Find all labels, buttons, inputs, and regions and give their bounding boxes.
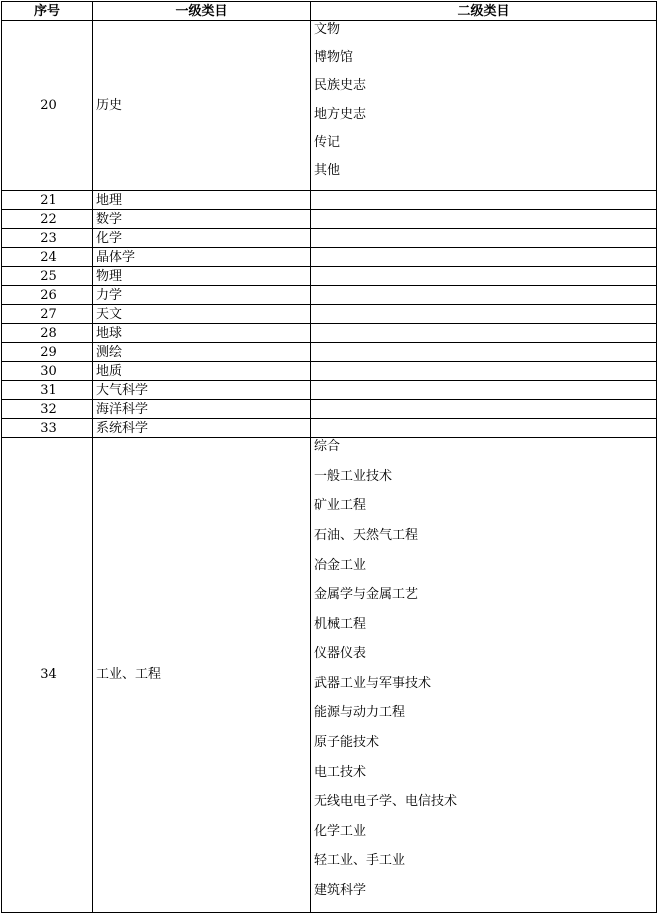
- level2-cell: [311, 267, 657, 286]
- row-number: 21: [2, 191, 93, 210]
- level2-category: 传记: [314, 134, 341, 150]
- level2-category: 金属学与金属工艺: [314, 587, 419, 603]
- table-row: [2, 286, 657, 305]
- level1-category: 地球: [93, 324, 311, 343]
- level2-category: 地方史志: [314, 106, 367, 122]
- table-row: [2, 381, 657, 400]
- level2-cell: [311, 343, 657, 362]
- level2-category: 综合: [314, 439, 341, 455]
- level1-category: 力学: [93, 286, 311, 305]
- table-row: [2, 229, 657, 248]
- table-row: [2, 248, 657, 267]
- level2-category: 轻工业、手工业: [314, 853, 406, 869]
- row-number: 27: [2, 305, 93, 324]
- row-number: 28: [2, 324, 93, 343]
- level2-cell: [311, 191, 657, 210]
- table-body: [2, 21, 657, 913]
- row-number: 31: [2, 381, 93, 400]
- level1-category: 化学: [93, 229, 311, 248]
- level1-category: 系统科学: [93, 419, 311, 438]
- level2-cell: [311, 362, 657, 381]
- level2-category: 机械工程: [314, 616, 367, 632]
- row-number: 22: [2, 210, 93, 229]
- row-number: 29: [2, 343, 93, 362]
- row-number: 34: [2, 438, 93, 913]
- table-row: [2, 419, 657, 438]
- level2-category: 能源与动力工程: [314, 705, 406, 721]
- table-row: [2, 324, 657, 343]
- level2-category: 其他: [314, 162, 341, 178]
- level2-cell: [311, 381, 657, 400]
- category-table: [1, 1, 657, 913]
- row-number: 25: [2, 267, 93, 286]
- level1-category: 天文: [93, 305, 311, 324]
- level2-cell: [311, 210, 657, 229]
- table-row: [2, 362, 657, 381]
- level2-category: 石油、天然气工程: [314, 527, 419, 543]
- table-row: [2, 21, 657, 191]
- level2-category: 化学工业: [314, 823, 367, 839]
- table-row: [2, 438, 657, 913]
- level2-cell: [311, 400, 657, 419]
- table-row: [2, 343, 657, 362]
- row-number: 32: [2, 400, 93, 419]
- table-row: [2, 267, 657, 286]
- level2-cell: [311, 286, 657, 305]
- level2-category: 民族史志: [314, 78, 367, 94]
- level2-category: 原子能技术: [314, 735, 380, 751]
- level1-category: 晶体学: [93, 248, 311, 267]
- table-row: [2, 400, 657, 419]
- header-level2: 二级类目: [311, 2, 657, 21]
- level2-cell: [311, 305, 657, 324]
- level1-category: 物理: [93, 267, 311, 286]
- level2-cell: [311, 248, 657, 267]
- level1-category: 地理: [93, 191, 311, 210]
- table-row: [2, 210, 657, 229]
- table-row: [2, 191, 657, 210]
- level1-category: 地质: [93, 362, 311, 381]
- level2-category: 冶金工业: [314, 557, 367, 573]
- level2-cell: [311, 419, 657, 438]
- level2-cell: [311, 438, 657, 913]
- level2-category: 博物馆: [314, 50, 354, 66]
- row-number: 26: [2, 286, 93, 305]
- level2-cell: [311, 21, 657, 191]
- header-seq: 序号: [2, 2, 93, 21]
- level2-category: 一般工业技术: [314, 468, 393, 484]
- level2-category: 矿业工程: [314, 498, 367, 514]
- row-number: 20: [2, 21, 93, 191]
- level2-category: 电工技术: [314, 764, 367, 780]
- row-number: 33: [2, 419, 93, 438]
- header-row: [2, 2, 657, 21]
- level2-category: 建筑科学: [314, 883, 367, 899]
- row-number: 24: [2, 248, 93, 267]
- row-number: 30: [2, 362, 93, 381]
- level2-category: 文物: [314, 22, 341, 37]
- level2-cell: [311, 229, 657, 248]
- header-level1: 一级类目: [93, 2, 311, 21]
- table-row: [2, 305, 657, 324]
- level1-category: 海洋科学: [93, 400, 311, 419]
- level2-category: 武器工业与军事技术: [314, 675, 432, 691]
- row-number: 23: [2, 229, 93, 248]
- level1-category: 大气科学: [93, 381, 311, 400]
- level1-category: 测绘: [93, 343, 311, 362]
- level1-category: 数学: [93, 210, 311, 229]
- level1-category: 历史: [93, 21, 311, 191]
- level2-category: 无线电电子学、电信技术: [314, 794, 458, 810]
- level1-category: 工业、工程: [93, 438, 311, 913]
- level2-category: 仪器仪表: [314, 646, 367, 662]
- level2-cell: [311, 324, 657, 343]
